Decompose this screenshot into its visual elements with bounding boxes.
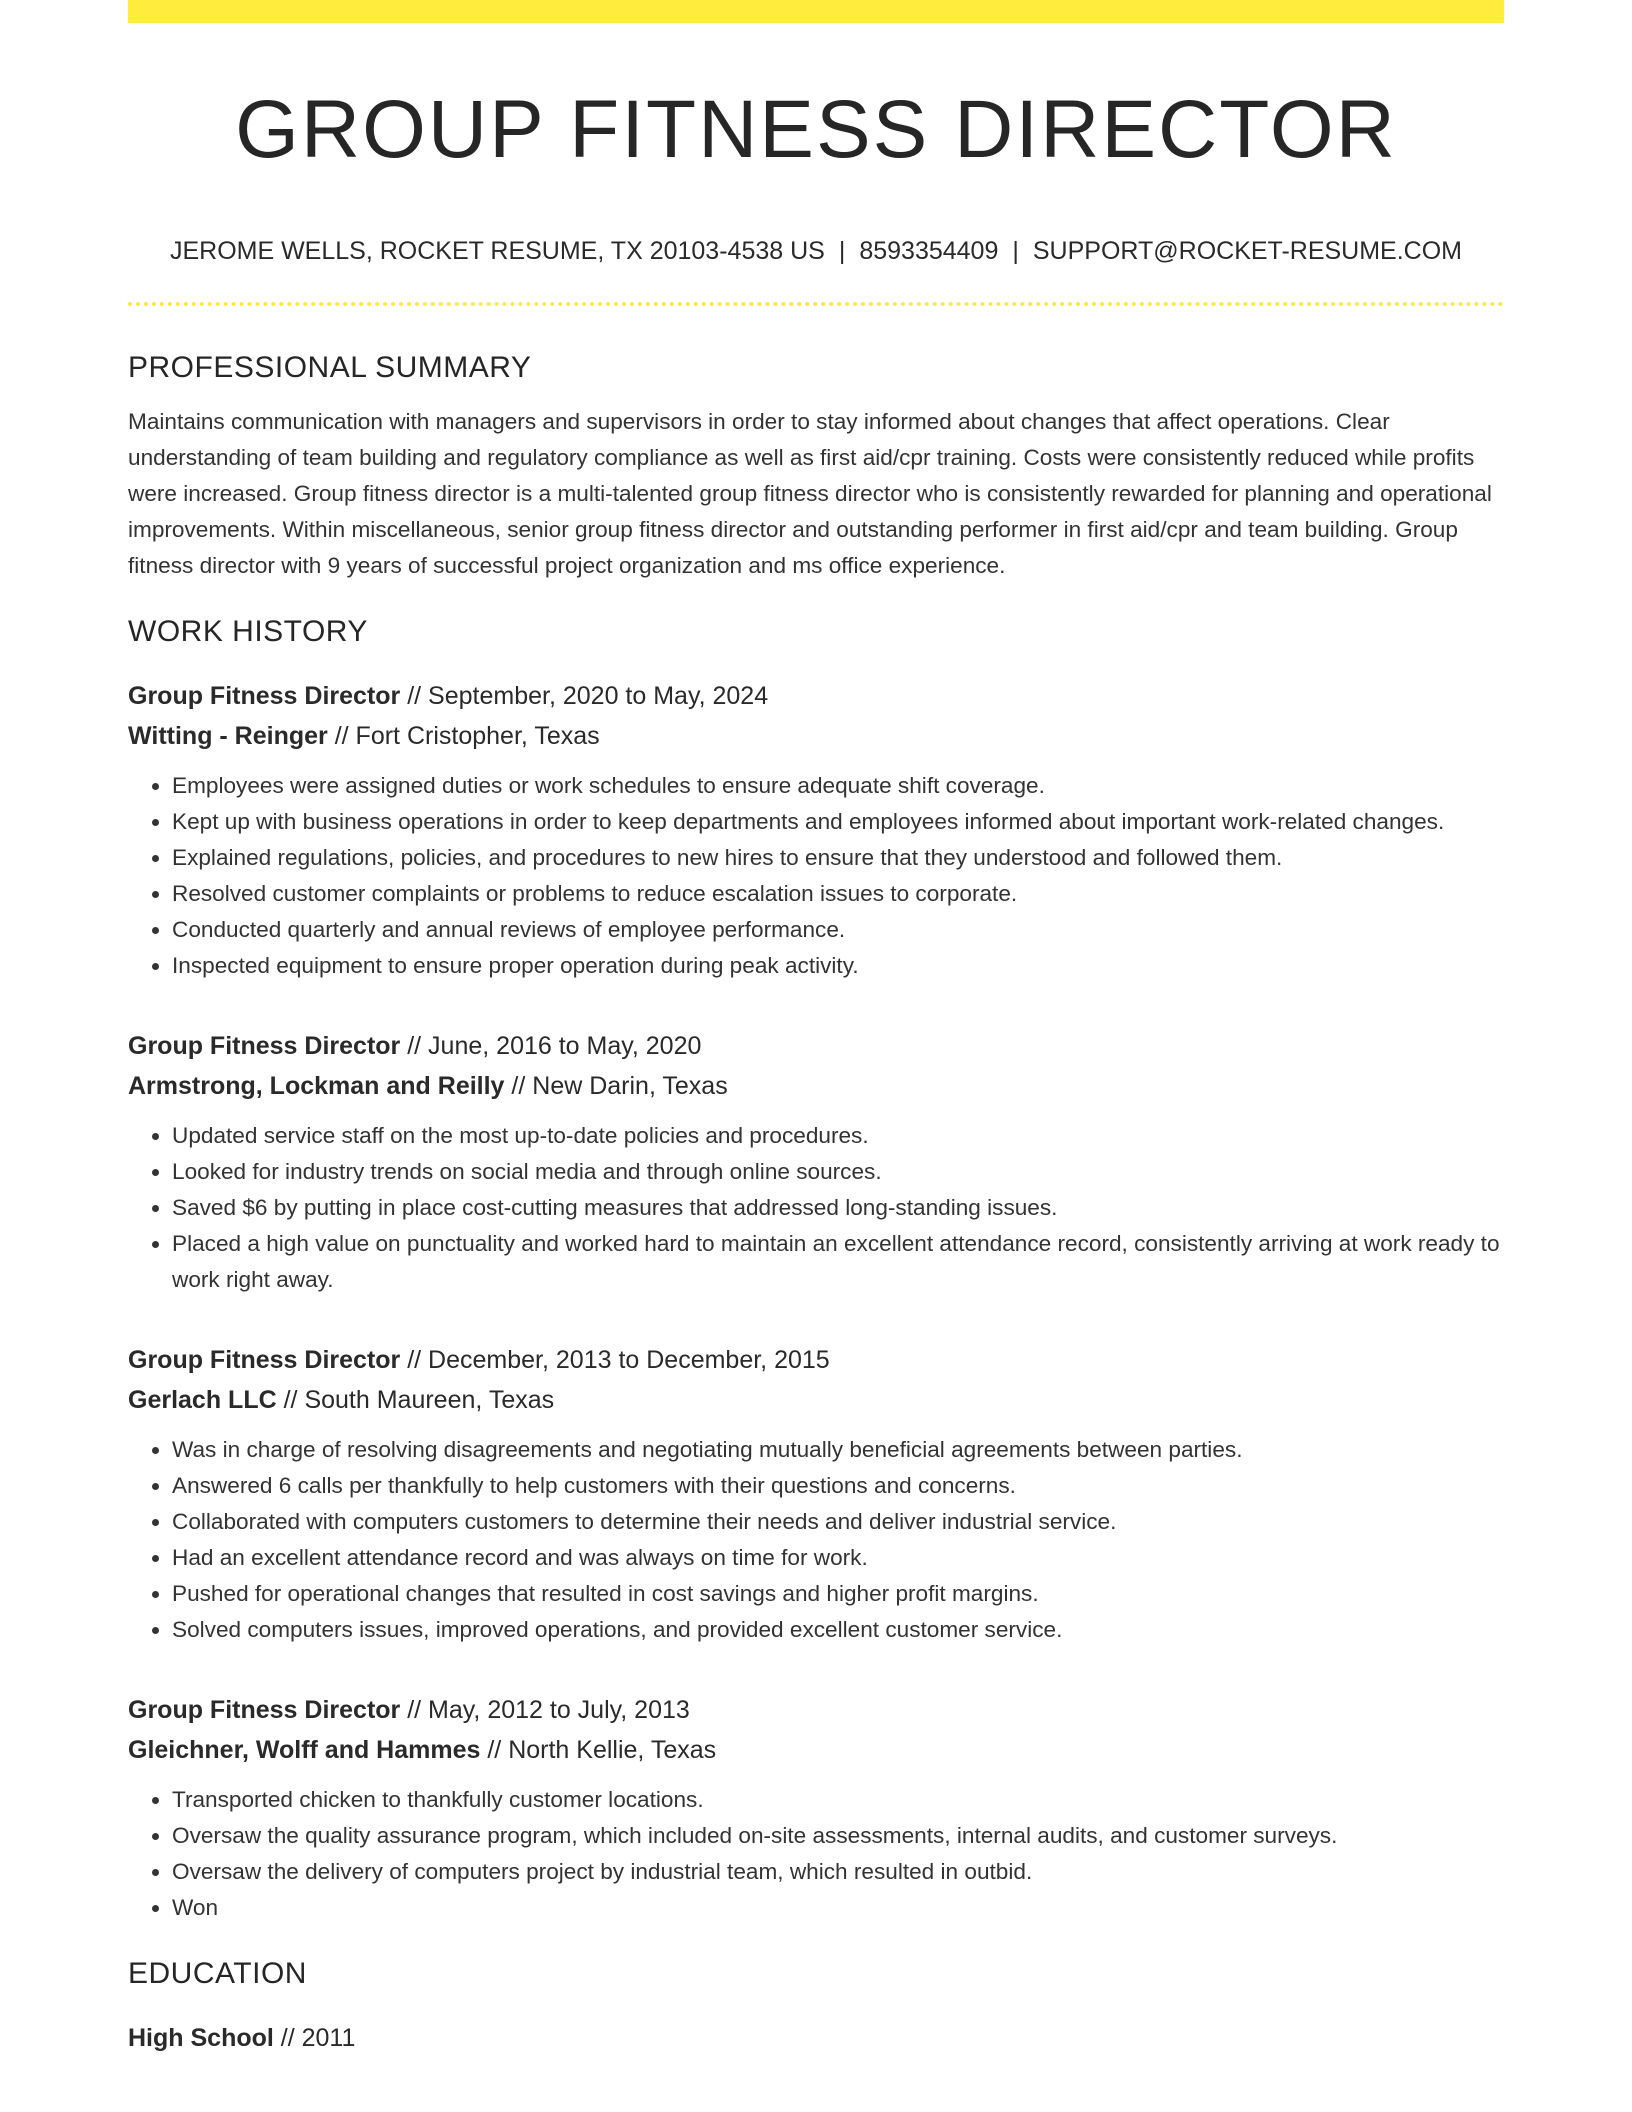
job-title: Group Fitness Director (128, 1696, 401, 1724)
education-heading: EDUCATION (128, 1957, 307, 1990)
job-company: Gerlach LLC (128, 1386, 277, 1414)
education-degree: High School (128, 2024, 274, 2052)
contact-email[interactable]: SUPPORT@ROCKET-RESUME.COM (1032, 237, 1463, 265)
job-company-line (128, 1066, 1504, 1106)
contact-separator: | (838, 237, 846, 265)
job-company-line (128, 716, 1504, 756)
duty-item: • Employees were assigned duties or work schedules to ensure adequate shift coverage. (172, 768, 1504, 804)
duty-item: • Conducted quarterly and annual reviews of employee performance. (172, 912, 1504, 948)
contact-separator: | (1012, 237, 1019, 265)
job-duties-list (128, 1432, 1504, 1648)
duty-item: • Had an excellent attendance record and was always on time for work. (172, 1540, 1504, 1576)
education-year: // 2011 (280, 2024, 356, 2052)
duty-item: • Saved $6 by putting in place cost-cutting measures that addressed long-standing issues. (172, 1190, 1504, 1226)
job-title: Group Fitness Director (128, 682, 401, 710)
summary-heading: PROFESSIONAL SUMMARY (128, 351, 532, 384)
job-duties-list (128, 1118, 1504, 1298)
duty-item: • Oversaw the quality assurance program, which included on-site assessments, internal audits, and customer surveys. (172, 1818, 1504, 1854)
duty-item: • Placed a high value on punctuality and worked hard to maintain an excellent attendance record, consistently arriving at work ready to work right away. (172, 1226, 1504, 1298)
job-location: // New Darin, Texas (511, 1072, 728, 1100)
contact-phone: 8593354409 (859, 237, 999, 265)
job-entry (128, 1026, 1504, 1298)
job-company: Gleichner, Wolff and Hammes (128, 1736, 481, 1764)
duty-item: • Inspected equipment to ensure proper operation during peak activity. (172, 948, 1504, 984)
job-title-line (128, 1026, 1504, 1066)
contact-address: JEROME WELLS, ROCKET RESUME, TX 20103-4538 US (169, 237, 825, 265)
duty-item: • Answered 6 calls per thankfully to help customers with their questions and concerns. (172, 1468, 1504, 1504)
duty-item: • Updated service staff on the most up-to-date policies and procedures. (172, 1118, 1504, 1154)
job-dates: // December, 2013 to December, 2015 (407, 1346, 830, 1374)
job-company: Witting - Reinger (128, 722, 328, 750)
duty-item: • Resolved customer complaints or problems to reduce escalation issues to corporate. (172, 876, 1504, 912)
duty-item: • Transported chicken to thankfully customer locations. (172, 1782, 1504, 1818)
job-location: // South Maureen, Texas (283, 1386, 555, 1414)
resume-content (128, 0, 1504, 2058)
job-title: Group Fitness Director (128, 1032, 401, 1060)
job-dates: // May, 2012 to July, 2013 (407, 1696, 690, 1724)
job-duties-list (128, 768, 1504, 984)
education-list (128, 2018, 1504, 2058)
duty-item: • Was in charge of resolving disagreements and negotiating mutually beneficial agreements between parties. (172, 1432, 1504, 1468)
job-duties-list (128, 1782, 1504, 1926)
job-entry (128, 676, 1504, 984)
duty-item: • Oversaw the delivery of computers project by industrial team, which resulted in outbid. (172, 1854, 1504, 1890)
duty-item: • Pushed for operational changes that resulted in cost savings and higher profit margins. (172, 1576, 1504, 1612)
duty-item: • Collaborated with computers customers to determine their needs and deliver industrial service. (172, 1504, 1504, 1540)
job-company-line (128, 1730, 1504, 1770)
duty-item: • Kept up with business operations in order to keep departments and employees informed about important work-related changes. (172, 804, 1504, 840)
job-title-line (128, 1340, 1504, 1380)
duty-item: • Explained regulations, policies, and procedures to new hires to ensure that they understood and followed them. (172, 840, 1504, 876)
duty-item: • Won (172, 1890, 1504, 1926)
contact-line (128, 236, 1504, 266)
duty-item: • Solved computers issues, improved operations, and provided excellent customer service. (172, 1612, 1504, 1648)
education-entry (128, 2018, 1504, 2058)
duty-item: • Looked for industry trends on social media and through online sources. (172, 1154, 1504, 1190)
job-dates: // June, 2016 to May, 2020 (407, 1032, 702, 1060)
job-title-line (128, 676, 1504, 716)
job-title: Group Fitness Director (128, 1346, 401, 1374)
job-entry (128, 1340, 1504, 1648)
resume-title: GROUP FITNESS DIRECTOR (235, 84, 1397, 175)
work-history-heading: WORK HISTORY (128, 615, 368, 648)
summary-text: Maintains communication with managers and supervisors in order to stay informed about changes that affect operations. Clear understanding of team building and regulatory compliance as well as first aid/cpr training. Costs were consistently reduced while profits were increased. Group fitness director is a multi-talented group fitness director who is consistently rewarded for planning and operational improvements. Within miscellaneous, senior group fitness director and outstanding performer in first aid/cpr and team building. Group fitness director with 9 years of successful project organization and ms office experience. (128, 409, 1492, 578)
job-entry (128, 1690, 1504, 1926)
job-location: // Fort Cristopher, Texas (334, 722, 600, 750)
dotted-divider (128, 302, 1504, 306)
job-company-line (128, 1380, 1504, 1420)
job-company: Armstrong, Lockman and Reilly (128, 1072, 505, 1100)
job-title-line (128, 1690, 1504, 1730)
job-location: // North Kellie, Texas (487, 1736, 717, 1764)
job-dates: // September, 2020 to May, 2024 (407, 682, 769, 710)
work-history-list (128, 676, 1504, 1926)
